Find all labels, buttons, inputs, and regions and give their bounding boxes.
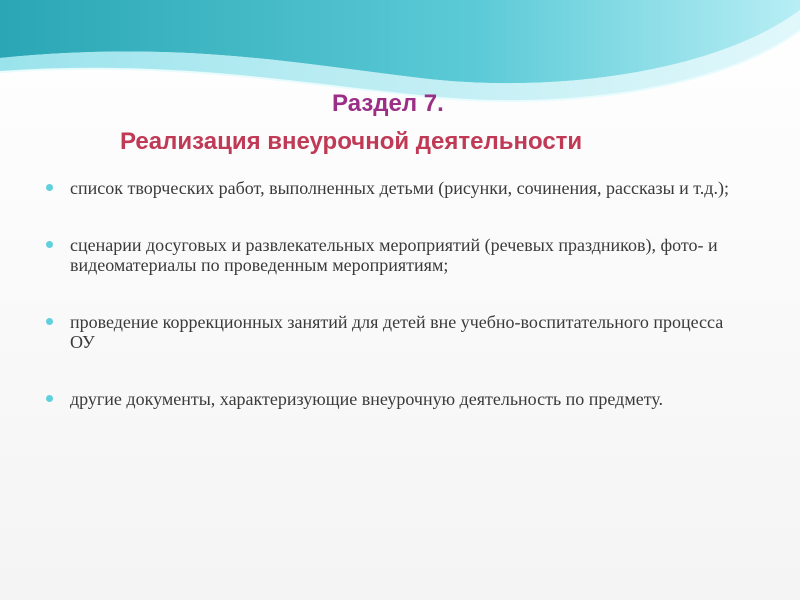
list-item-text: сценарии досуговых и развлекательных мероприятий (речевых праздников), фото- и видеоматериалы по проведенным мероприятиям; <box>70 235 718 275</box>
section-title: Раздел 7. <box>332 90 444 117</box>
list-item <box>40 312 740 352</box>
list-item <box>40 235 740 275</box>
bullet-list <box>40 178 740 446</box>
section-subtitle: Реализация внеурочной деятельности <box>120 128 583 155</box>
bullet-dot-icon <box>46 241 53 248</box>
list-item-text: проведение коррекционных занятий для детей вне учебно-воспитательного процесса ОУ <box>70 312 724 352</box>
list-item-text: другие документы, характеризующие внеурочную деятельность по предмету. <box>70 389 664 409</box>
bullet-dot-icon <box>46 184 53 191</box>
bullet-dot-icon <box>46 395 53 402</box>
list-item <box>40 178 740 198</box>
bullet-dot-icon <box>46 318 53 325</box>
list-item-text: список творческих работ, выполненных детьми (рисунки, сочинения, рассказы и т.д.); <box>70 178 729 198</box>
decorative-wave-header <box>0 0 800 140</box>
list-item <box>40 389 740 409</box>
